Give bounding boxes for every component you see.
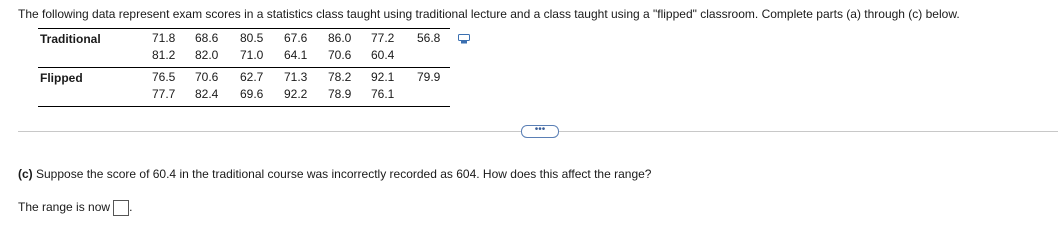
answer-suffix: .	[129, 200, 133, 215]
score-cell: 78.2	[328, 70, 352, 84]
part-c-question	[18, 167, 651, 181]
score-cell: 78.9	[328, 87, 352, 101]
score-cell: 81.2	[152, 48, 176, 62]
score-cell: 68.6	[195, 31, 219, 45]
answer-row	[18, 200, 132, 216]
table-bottom-rule	[38, 106, 450, 107]
score-cell: 77.2	[371, 31, 395, 45]
score-cell: 80.5	[240, 31, 264, 45]
score-cell: 69.6	[240, 87, 264, 101]
answer-prefix: The range is now	[18, 200, 111, 215]
question-text: Suppose the score of 60.4 in the traditional course was incorrectly recorded as 604. How does this affect the range?	[32, 167, 652, 181]
score-cell: 82.4	[195, 87, 219, 101]
traditional-label: Traditional	[40, 32, 101, 46]
score-cell: 92.1	[371, 70, 395, 84]
traditional-group	[38, 28, 450, 67]
flipped-group	[38, 67, 450, 106]
scores-table	[38, 28, 450, 107]
score-cell: 62.7	[240, 70, 264, 84]
score-cell: 77.7	[152, 87, 176, 101]
score-cell: 82.0	[195, 48, 219, 62]
score-cell: 70.6	[328, 48, 352, 62]
question-intro: The following data represent exam scores in a statistics class taught using traditional lecture and a class taught using a "flipped" classroom. Complete parts (a) through (c) below.	[18, 7, 960, 21]
score-cell: 56.8	[417, 31, 441, 45]
score-cell: 67.6	[284, 31, 308, 45]
score-cell: 70.6	[195, 70, 219, 84]
score-cell: 76.1	[371, 87, 395, 101]
score-cell: 86.0	[328, 31, 352, 45]
range-answer-input[interactable]	[113, 200, 129, 216]
part-label: (c)	[18, 167, 33, 181]
copy-data-icon[interactable]	[458, 33, 470, 43]
score-cell: 71.3	[284, 70, 308, 84]
score-cell: 64.1	[284, 48, 308, 62]
expand-more-button[interactable]: •••	[521, 125, 559, 138]
score-cell: 92.2	[284, 87, 308, 101]
flipped-label: Flipped	[40, 71, 83, 85]
score-cell: 71.8	[152, 31, 176, 45]
score-cell: 79.9	[417, 70, 441, 84]
score-cell: 60.4	[371, 48, 395, 62]
score-cell: 76.5	[152, 70, 176, 84]
score-cell: 71.0	[240, 48, 264, 62]
